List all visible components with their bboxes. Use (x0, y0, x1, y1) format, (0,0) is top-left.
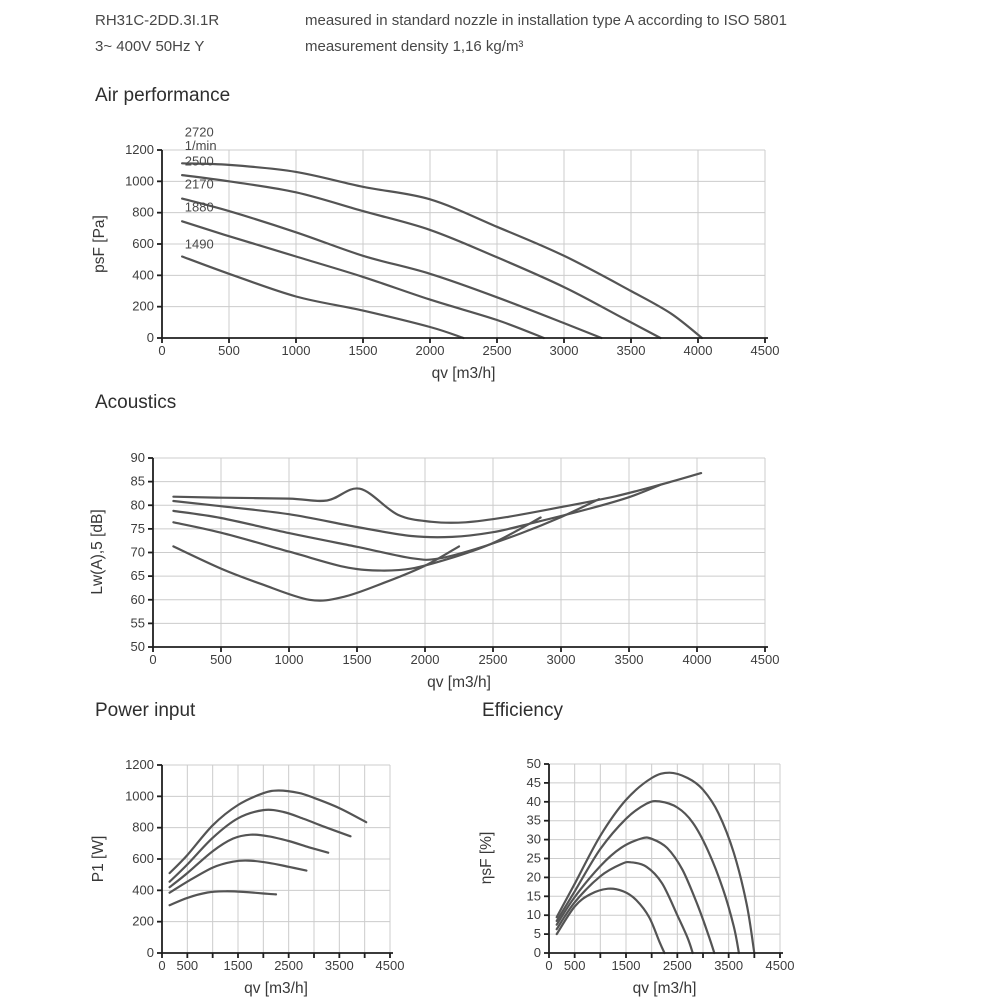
y-tick-label: 1000 (125, 173, 154, 189)
y-tick-label: 0 (533, 945, 541, 960)
x-tick-label: 4500 (750, 343, 780, 358)
y-tick-label: 5 (533, 926, 541, 942)
x-tick-label: 0 (545, 958, 553, 973)
annotation-2500: 2500 (184, 153, 214, 169)
axes (131, 450, 780, 667)
y-tick-label: 75 (130, 520, 145, 536)
efficiency-chart (455, 748, 800, 1004)
y-tick-label: 1200 (125, 757, 154, 772)
y-tick-label: 90 (130, 450, 145, 465)
y-tick-label: 400 (132, 267, 154, 283)
x-tick-label: 1000 (281, 343, 311, 358)
power-supply-spec: 3~ 400V 50Hz Y (95, 38, 205, 55)
axes (125, 757, 404, 973)
y-tick-label: 1200 (125, 142, 154, 157)
y-tick-label: 65 (130, 568, 145, 584)
x-tick-label: 0 (158, 343, 166, 358)
curve-1880-1-min (557, 862, 693, 953)
x-tick-label: 500 (210, 652, 232, 667)
y-axis-title: ηsF [%] (478, 831, 495, 885)
section-title-air-performance: Air performance (95, 85, 231, 106)
y-tick-label: 10 (526, 907, 541, 923)
y-axis-title: P1 [W] (90, 835, 107, 883)
x-axis-title: qv [m3/h] (632, 980, 697, 997)
x-tick-label: 2000 (415, 343, 445, 358)
x-tick-label: 3500 (324, 958, 354, 973)
section-title-efficiency: Efficiency (482, 700, 563, 721)
curve-1490-1-min (170, 891, 276, 905)
x-tick-label: 4000 (682, 652, 712, 667)
power-input-chart (60, 748, 405, 1004)
series-group (173, 473, 701, 601)
y-tick-label: 70 (130, 544, 145, 560)
y-tick-label: 800 (132, 819, 154, 835)
x-tick-label: 1000 (274, 652, 304, 667)
section-title-power-input: Power input (95, 700, 196, 721)
series-group (170, 791, 367, 906)
y-tick-label: 600 (132, 851, 154, 866)
x-tick-label: 2500 (662, 958, 692, 973)
y-tick-label: 60 (130, 591, 145, 607)
x-tick-label: 4000 (683, 343, 713, 358)
y-tick-label: 200 (132, 298, 154, 314)
y-tick-label: 40 (526, 793, 541, 809)
model-number: RH31C-2DD.3I.1R (95, 12, 220, 29)
x-tick-label: 4500 (750, 652, 780, 667)
annotation-1880: 1880 (184, 199, 214, 215)
x-tick-label: 2500 (274, 958, 304, 973)
x-tick-label: 3500 (616, 343, 646, 358)
acoustics-chart (60, 440, 800, 702)
series-group (182, 163, 702, 338)
curve-2500-1-min (182, 175, 660, 338)
x-axis-title: qv [m3/h] (244, 980, 308, 997)
y-tick-label: 200 (132, 913, 154, 929)
axes (125, 142, 779, 358)
y-tick-label: 600 (132, 236, 154, 251)
curve-2500-1-min (173, 485, 660, 537)
y-axis-title: Lw(A),5 [dB] (89, 509, 106, 595)
curve-2720-1-min (557, 773, 755, 953)
series-group (557, 773, 755, 953)
x-tick-label: 4500 (375, 958, 405, 973)
x-tick-label: 500 (563, 958, 586, 973)
curve-2720-1-min (173, 473, 701, 523)
y-tick-label: 55 (130, 615, 145, 631)
y-tick-label: 20 (526, 869, 541, 885)
curve-2500-1-min (170, 810, 351, 882)
y-tick-label: 400 (132, 882, 154, 898)
x-tick-label: 3000 (549, 343, 579, 358)
x-tick-label: 4500 (765, 958, 795, 973)
y-tick-label: 25 (526, 850, 541, 866)
x-tick-label: 3000 (546, 652, 576, 667)
x-tick-label: 3500 (714, 958, 744, 973)
x-tick-label: 0 (149, 652, 157, 667)
air-performance-chart (60, 118, 800, 394)
x-tick-label: 2500 (478, 652, 508, 667)
x-tick-label: 1500 (611, 958, 641, 973)
curve-2720-1-min (182, 163, 702, 338)
x-tick-label: 500 (176, 958, 199, 973)
y-tick-label: 800 (132, 204, 154, 220)
x-tick-label: 2500 (482, 343, 512, 358)
section-title-acoustics: Acoustics (95, 392, 177, 413)
x-tick-label: 500 (218, 343, 240, 358)
y-tick-label: 45 (526, 774, 541, 790)
y-tick-label: 0 (146, 330, 154, 345)
x-tick-label: 0 (158, 958, 166, 973)
y-tick-label: 15 (526, 888, 541, 904)
x-tick-label: 1500 (342, 652, 372, 667)
x-tick-label: 3500 (614, 652, 644, 667)
x-axis-title: qv [m3/h] (431, 365, 496, 382)
y-tick-label: 85 (130, 473, 145, 489)
grid (162, 765, 390, 953)
annotation-1-min: 1/min (184, 138, 217, 153)
x-tick-label: 2000 (410, 652, 440, 667)
y-tick-label: 50 (130, 639, 145, 654)
measurement-note-2: measurement density 1,16 kg/m³ (305, 38, 524, 55)
y-tick-label: 30 (526, 831, 541, 847)
annotation-1490: 1490 (184, 236, 214, 252)
y-tick-label: 80 (130, 497, 145, 513)
y-tick-label: 50 (526, 756, 541, 771)
annotation-2170: 2170 (184, 176, 214, 192)
y-axis-title: psF [Pa] (91, 215, 108, 273)
x-axis-title: qv [m3/h] (427, 674, 491, 691)
x-tick-label: 1500 (348, 343, 378, 358)
y-tick-label: 1000 (125, 788, 154, 804)
measurement-note-1: measured in standard nozzle in installation type A according to ISO 5801 (305, 12, 787, 29)
y-tick-label: 35 (526, 812, 541, 828)
x-tick-label: 1500 (223, 958, 253, 973)
y-tick-label: 0 (146, 945, 154, 960)
grid (549, 764, 780, 953)
curve-1490-1-min (173, 546, 459, 600)
annotation-2720: 2720 (184, 124, 214, 140)
grid (153, 458, 765, 647)
